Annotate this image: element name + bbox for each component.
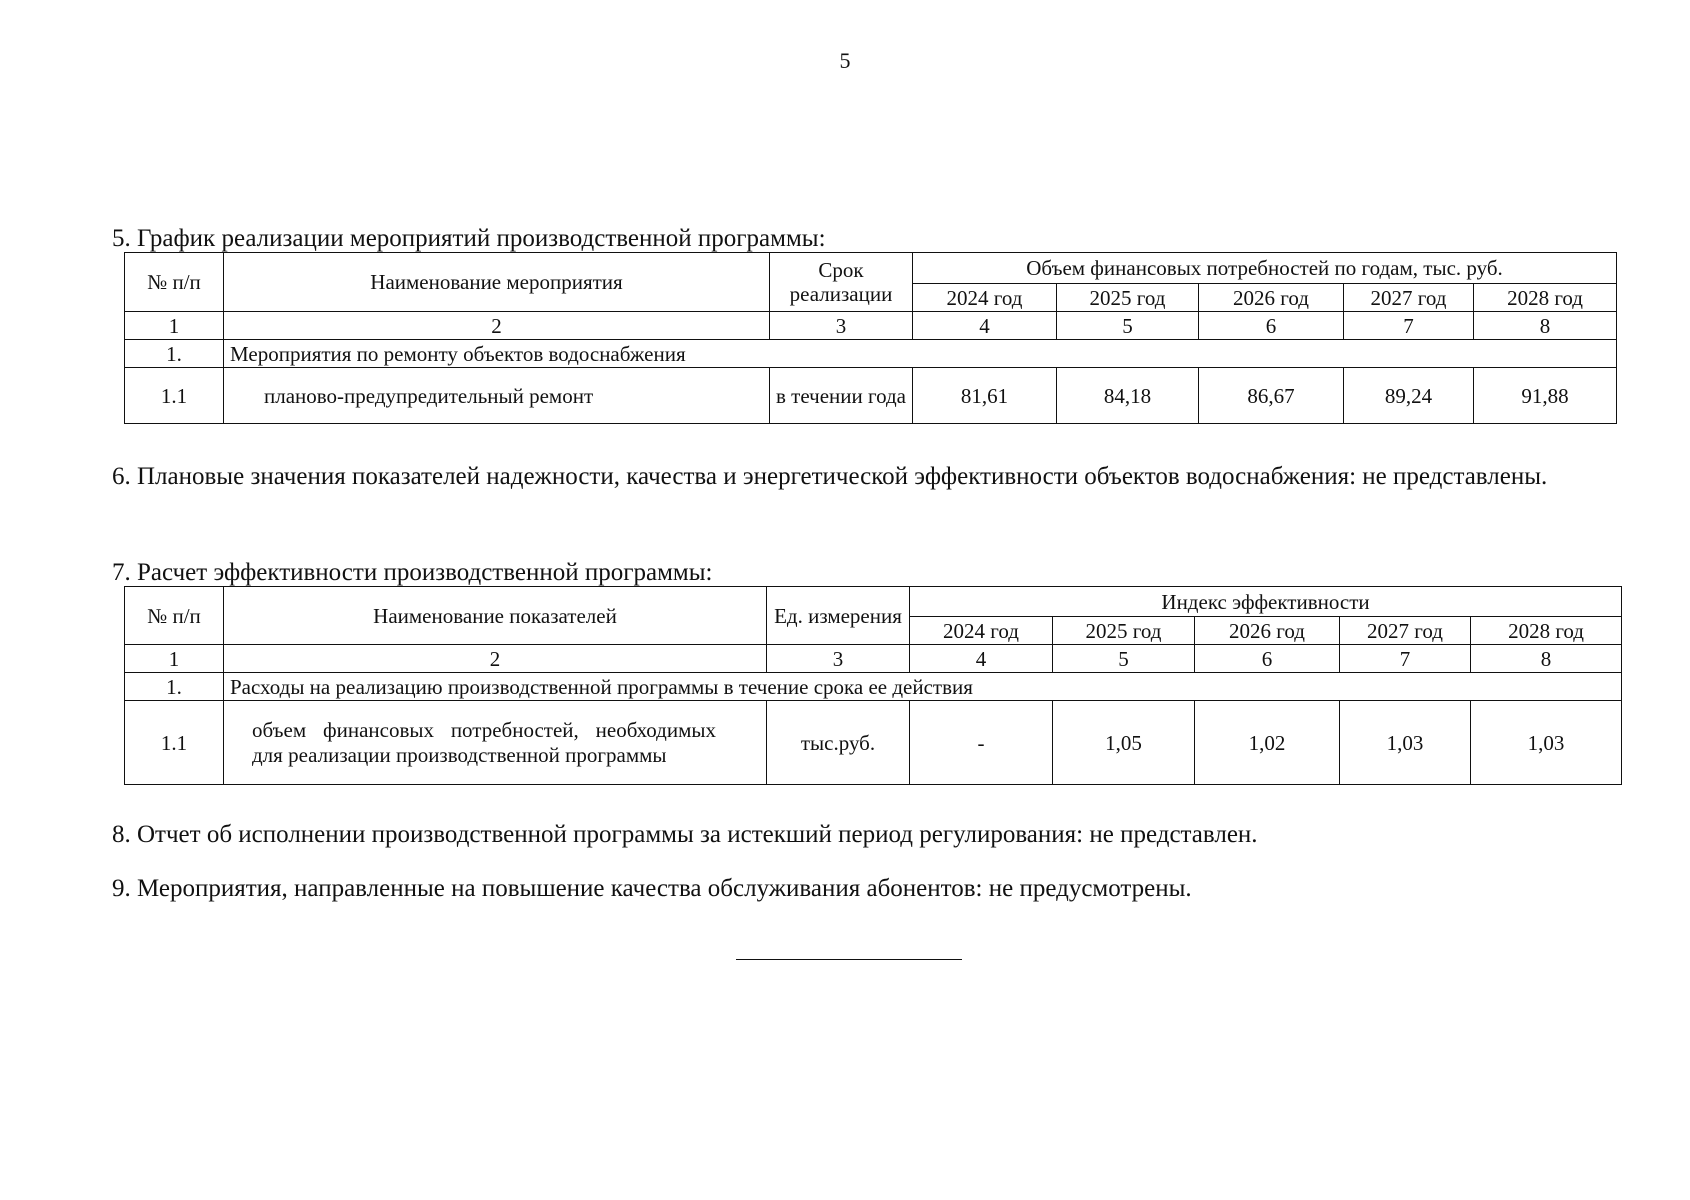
section-5-heading: 5. График реализации мероприятий производственной программы: (112, 225, 826, 252)
table-group-row (125, 340, 1617, 368)
year-cell: 2027 год (1344, 284, 1474, 312)
header-num: № п/п (125, 253, 224, 312)
index-cell: 4 (913, 312, 1057, 340)
header-group: Индекс эффективности (910, 587, 1622, 617)
row-value: - (910, 701, 1053, 785)
row-unit: тыс.руб. (767, 701, 910, 785)
year-cell: 2026 год (1195, 617, 1340, 645)
section-8-text: 8. Отчет об исполнении производственной программы за истекший период регулирования: не представлен. (112, 821, 1258, 848)
end-separator-line (736, 959, 962, 960)
index-cell: 1 (125, 312, 224, 340)
group-name: Мероприятия по ремонту объектов водоснабжения (224, 340, 1617, 368)
row-value: 1,02 (1195, 701, 1340, 785)
row-num: 1.1 (125, 368, 224, 424)
year-cell: 2028 год (1471, 617, 1622, 645)
table-row (125, 701, 1622, 785)
section-7-heading: 7. Расчет эффективности производственной программы: (112, 559, 713, 586)
index-cell: 6 (1199, 312, 1344, 340)
row-value: 1,05 (1053, 701, 1195, 785)
row-value: 1,03 (1340, 701, 1471, 785)
index-cell: 3 (767, 645, 910, 673)
header-num: № п/п (125, 587, 224, 645)
header-group: Объем финансовых потребностей по годам, тыс. руб. (913, 253, 1617, 284)
schedule-table (124, 252, 1617, 424)
page-number: 5 (839, 48, 851, 73)
table-index-row (125, 312, 1617, 340)
year-cell: 2027 год (1340, 617, 1471, 645)
index-cell: 7 (1344, 312, 1474, 340)
header-name: Наименование мероприятия (224, 253, 770, 312)
table-header-row (125, 253, 1617, 284)
year-cell: 2024 год (910, 617, 1053, 645)
index-cell: 8 (1471, 645, 1622, 673)
header-term: Срок реализации (770, 253, 913, 312)
year-cell: 2025 год (1053, 617, 1195, 645)
index-cell: 4 (910, 645, 1053, 673)
group-name: Расходы на реализацию производственной программы в течение срока ее действия (224, 673, 1622, 701)
row-value: 89,24 (1344, 368, 1474, 424)
index-cell: 1 (125, 645, 224, 673)
index-cell: 5 (1057, 312, 1199, 340)
row-value: 91,88 (1474, 368, 1617, 424)
table-row (125, 368, 1617, 424)
row-term: в течении года (770, 368, 913, 424)
index-cell: 3 (770, 312, 913, 340)
group-num: 1. (125, 340, 224, 368)
header-unit: Ед. измерения (767, 587, 910, 645)
section-6-text: 6. Плановые значения показателей надежности, качества и энергетической эффективности объектов водоснабжения: не представлены. (112, 463, 1548, 490)
year-cell: 2026 год (1199, 284, 1344, 312)
index-cell: 7 (1340, 645, 1471, 673)
index-cell: 8 (1474, 312, 1617, 340)
year-cell: 2024 год (913, 284, 1057, 312)
table-header-row (125, 587, 1622, 617)
year-cell: 2028 год (1474, 284, 1617, 312)
row-value: 86,67 (1199, 368, 1344, 424)
row-name: объем финансовых потребностей, необходимых для реализации производственной программы (224, 701, 767, 785)
row-name: планово-предупредительный ремонт (224, 368, 770, 424)
header-name: Наименование показателей (224, 587, 767, 645)
row-value: 81,61 (913, 368, 1057, 424)
group-num: 1. (125, 673, 224, 701)
row-value: 1,03 (1471, 701, 1622, 785)
year-cell: 2025 год (1057, 284, 1199, 312)
row-num: 1.1 (125, 701, 224, 785)
row-value: 84,18 (1057, 368, 1199, 424)
efficiency-table (124, 586, 1622, 785)
index-cell: 2 (224, 645, 767, 673)
index-cell: 2 (224, 312, 770, 340)
table-group-row (125, 673, 1622, 701)
section-9-text: 9. Мероприятия, направленные на повышение качества обслуживания абонентов: не предусмотрены. (112, 875, 1192, 902)
table-index-row (125, 645, 1622, 673)
index-cell: 6 (1195, 645, 1340, 673)
index-cell: 5 (1053, 645, 1195, 673)
